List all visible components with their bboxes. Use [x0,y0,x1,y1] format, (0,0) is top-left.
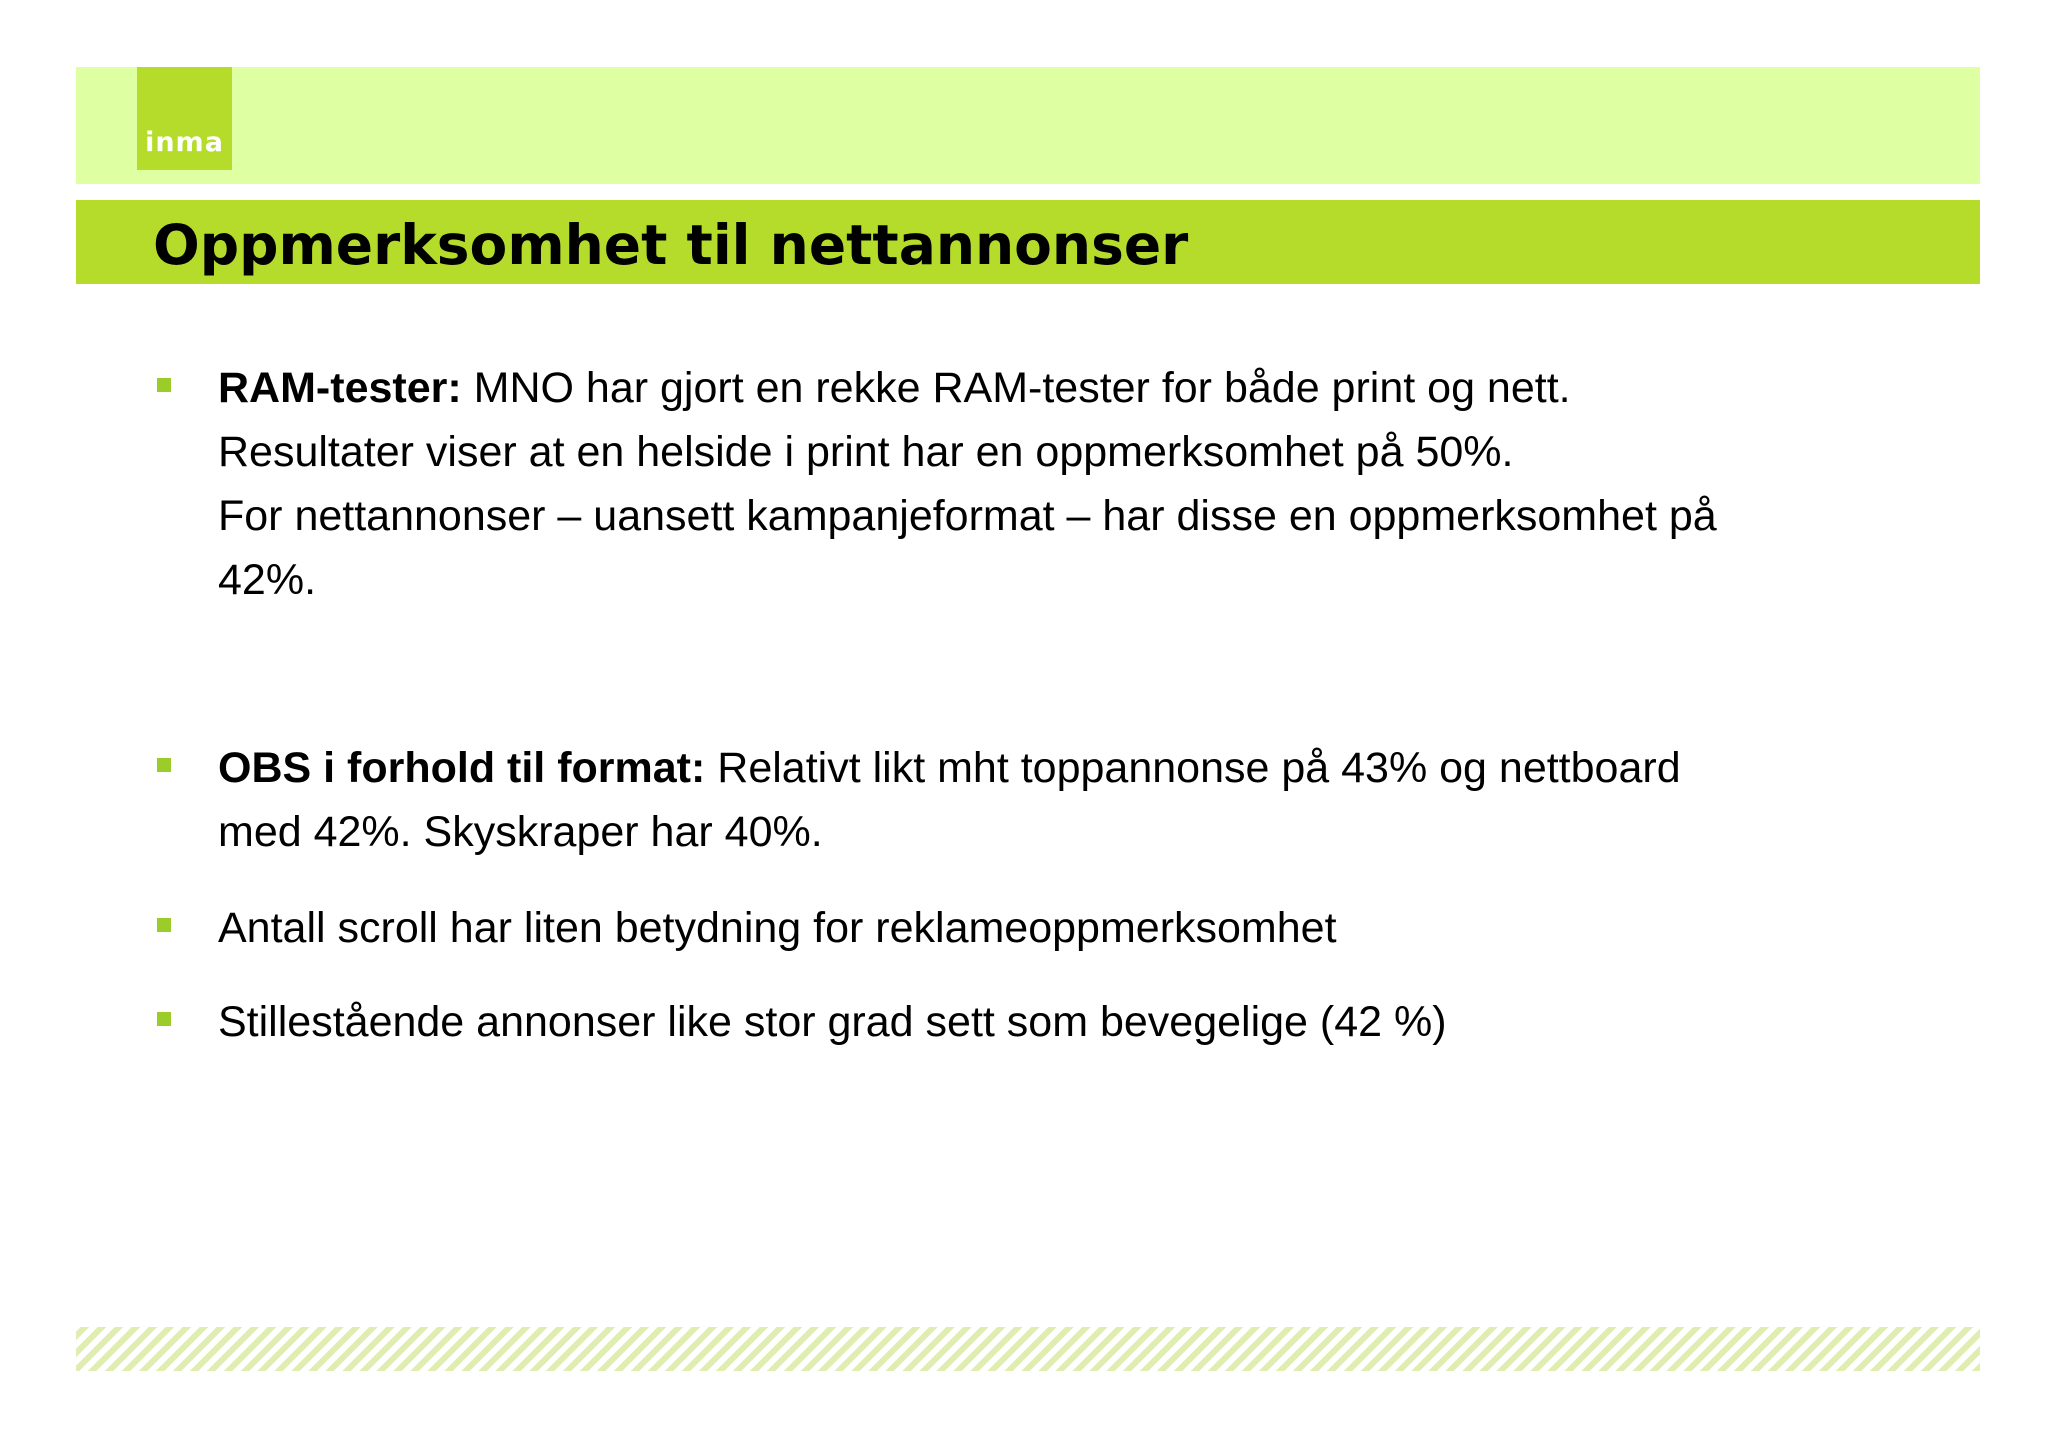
logo-text: inma [145,127,224,158]
bullet-text [218,896,1938,960]
bullet-text [218,990,1938,1054]
footer-stripes [76,1327,1980,1371]
bullet-text [218,356,1938,612]
bullet-text [218,736,1938,864]
slide-title: Oppmerksomhet til nettannonser [153,213,1189,277]
bullet-marker [157,758,171,772]
bullet-label: RAM-tester: [218,364,462,412]
header-band [76,67,1980,184]
bullet-line: med 42%. Skyskraper har 40%. [218,808,823,856]
bullet-marker [157,918,171,932]
bullet-line: Antall scroll har liten betydning for reklameoppmerksomhet [218,904,1337,952]
bullet-line: Stillestående annonser like stor grad sett som bevegelige (42 %) [218,998,1447,1046]
bullet-label: OBS i forhold til format: [218,744,706,792]
bullet-line: RAM-tester: MNO har gjort en rekke RAM-tester for både print og nett. [218,364,1571,412]
bullet-line: For nettannonser – uansett kampanjeformat – har disse en oppmerksomhet på [218,492,1717,540]
bullet-marker [157,1012,171,1026]
inma-logo [137,67,232,170]
bullet-marker [157,378,171,392]
title-bar [76,200,1980,284]
bullet-line: 42%. [218,556,317,604]
bullet-line: Resultater viser at en helside i print har en oppmerksomhet på 50%. [218,428,1514,476]
bullet-line: OBS i forhold til format: Relativt likt mht toppannonse på 43% og nettboard [218,744,1681,792]
